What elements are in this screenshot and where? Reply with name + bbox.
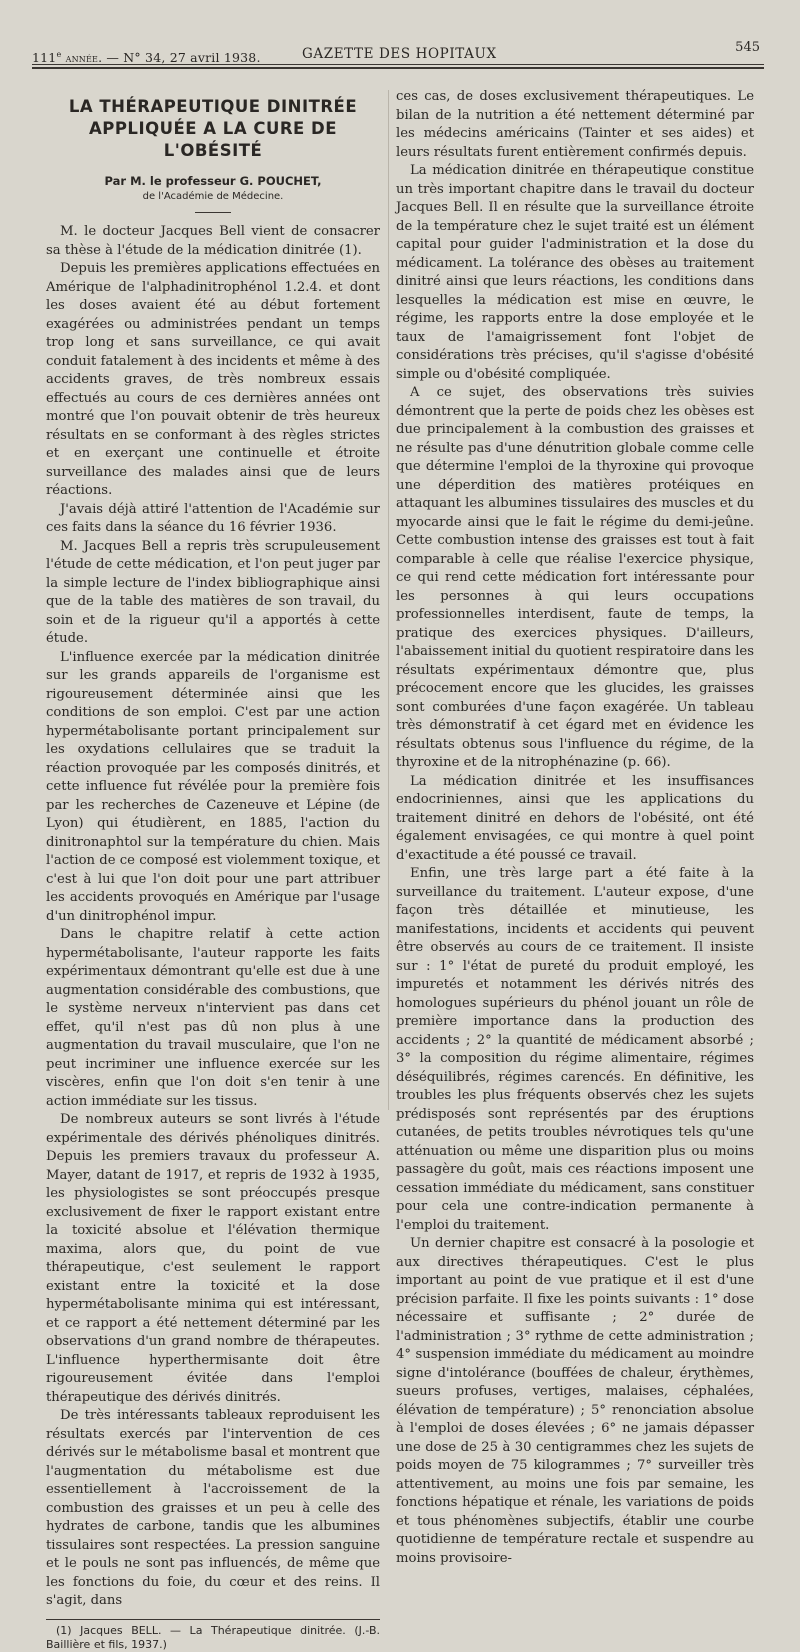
paragraph: A ce sujet, des observations très suivies démontrent que la perte de poids chez les obèses est due principalement à la combustion des graisses et ne résulte pas d'une dénutrition globale comme celle que détermine l'emploi de la thyroxine qui provoque une déperdition des matières protéiques en attaquant les albumines tissulaires des muscles et du myocarde ainsi que le fait le régime du demi-jeûne. Cette combustion intense des graisses est tout à fait comparable à celle que réalise l'exercice physique, ce qui rend cette médication fort intéressante pour les personnes à qui leurs occupations professionnelles interdisent, faute de temps, la pratique des exercices physiques. D'ailleurs, l'abaissement initial du quotient respiratoire dans les résultats expérimentaux démontre que, plus précocement encore que les glucides, les graisses sont comburées d'une façon exagérée. Un tableau très démonstratif à cet égard met en évidence les résultats obtenus sous l'influence du régime, de la thyroxine et de la nitrophénazine (p. 66). <box>396 385 754 770</box>
header-rule-thick <box>32 67 764 69</box>
journal-title: GAZETTE DES HOPITAUX <box>302 46 497 62</box>
issue-word: année <box>65 52 99 66</box>
paragraph: ces cas, de doses exclusivement thérapeutiques. Le bilan de la nutrition a été nettement déterminé par les médecins américains (Tainter et ses aides) et leurs résultats furent entièrement confirmés depuis. <box>396 89 754 160</box>
issue-info <box>32 50 261 65</box>
left-column <box>46 88 380 1652</box>
paragraph: La médication dinitrée en thérapeutique constitue un très important chapitre dans le travail du docteur Jacques Bell. Il en résulte que la surveillance étroite de la température chez le sujet traité est un élément capital pour guider l'administration et la dose du médicament. La tolérance des obèses au traitement dinitré ainsi que leurs réactions, les conditions dans lesquelles la médication est mise en œuvre, le régime, les rapports entre la dose employée et le taux de l'amaigrissement font l'objet de considérations très précises, qu'il s'agisse d'obésité simple ou d'obésité compliquée. <box>396 163 754 382</box>
footnote: (1) Jacques BELL. — La Thérapeutique dinitrée. (J.-B. Baillière et fils, 1937.) <box>46 1623 380 1651</box>
paragraph: Enfin, une très large part a été faite à la surveillance du traitement. L'auteur expose, d'une façon très détaillée et minutieuse, les manifestations, incidents et accidents qui peuvent être observés au cours de ce traitement. Il insiste sur : 1° l'état de pureté du produit employé, les impuretés et notamment les dérivés nitrés des homologues supérieurs du phénol jouant un rôle de première importance dans la production des accidents ; 2° la quantité de médicament absorbé ; 3° la composition du régime alimentaire, régimes déséquilibrés, régimes carencés. En définitive, les troubles les plus fréquents observés chez les sujets prédisposés sont représentés par des éruptions cutanées, de petits troubles névrotiques tels qu'une atténuation ou même une disparition plus ou moins passagère du goût, mais ces réactions imposent une cessation immédiate du médicament, sans constituer pour cela une contre-indication permanente à l'emploi du traitement. <box>396 866 754 1233</box>
paragraph: De nombreux auteurs se sont livrés à l'étude expérimentale des dérivés phénoliques dinitrés. Depuis les premiers travaux du professeur A. Mayer, datant de 1917, et repris de 1932 à 1935, les physiologistes se sont préoccupés presque exclusivement de fixer le rapport existant entre la toxicité absolue et l'élévation thermique maxima, alors que, du point de vue thérapeutique, c'est seulement le rapport existant entre la toxicité et la dose hypermétabolisante minima qui est intéressant, et ce rapport a été nettement déterminé par les observations d'un grand nombre de thérapeutes. L'influence hyperthermisante doit être rigoureusement évitée dans l'emploi thérapeutique des dérivés dinitrés. <box>46 1112 380 1405</box>
paragraph: Dans le chapitre relatif à cette action hypermétabolisante, l'auteur rapporte les faits expérimentaux démontrant qu'elle est due à une augmentation considérable des combustions, que le système nerveux n'intervient pas dans cet effet, qu'il n'est pas dû non plus à une augmentation du travail musculaire, que l'on ne peut incriminer une influence exercée sur les viscères, enfin que l'on doit s'en tenir à une action immédiate sur les tissus. <box>46 927 380 1109</box>
paragraph: La médication dinitrée et les insuffisances endocriniennes, ainsi que les applications du traitement dinitré en dehors de l'obésité, ont été également envisagées, ce qui montre à quel point d'exactitude a été poussé ce travail. <box>396 773 754 863</box>
paragraph: J'avais déjà attiré l'attention de l'Académie sur ces faits dans la séance du 16 février 1936. <box>46 501 380 535</box>
article-title <box>46 96 380 162</box>
issue-year-suffix: e <box>56 50 62 59</box>
column-divider <box>388 90 389 1110</box>
paragraph: De très intéressants tableaux reproduisent les résultats exercés par l'intervention de ces dérivés sur le métabolisme basal et montrent que l'augmentation du métabolisme est due essentiellement à l'accroissement de la combustion des graisses et un peu à celle des hydrates de carbone, tandis que les albumines tissulaires sont respectées. La pression sanguine et le pouls ne sont pas influencés, de même que les fonctions du foie, du cœur et des reins. Il s'agit, dans <box>46 1408 380 1608</box>
article-title-line-2: APPLIQUÉE A LA CURE DE L'OBÉSITÉ <box>88 119 338 160</box>
title-separator <box>195 212 231 213</box>
author-affiliation: de l'Académie de Médecine. <box>142 191 284 202</box>
right-body <box>396 88 754 1568</box>
right-column <box>396 88 754 1568</box>
left-body <box>46 223 380 1611</box>
footnote-rule <box>46 1619 380 1620</box>
byline <box>46 174 380 204</box>
paragraph: M. Jacques Bell a repris très scrupuleusement l'étude de cette médication, et l'on peut juger par la simple lecture de l'index bibliographique ainsi que de la table des matières de son travail, du soin et de la rigueur qu'il a apportés à cette étude. <box>46 538 380 646</box>
paragraph: Depuis les premières applications effectuées en Amérique de l'alphadinitrophénol 1.2.4. et dont les doses avaient été au début fortement exagérées ou administrées pendant un temps trop long et sans surveillance, ce qui avait conduit fatalement à des incidents et même à des accidents graves, de très nombreux essais effectués au cours de ces dernières années ont montré que l'on pouvait obtenir de très heureux résultats en se conformant à des règles strictes et en exerçant une continuelle et étroite surveillance des malades ainsi que de leurs réactions. <box>46 261 380 498</box>
issue-year: 111 <box>32 50 57 66</box>
page-number: 545 <box>735 40 760 55</box>
author: Par M. le professeur G. POUCHET, <box>104 174 322 188</box>
paragraph: Un dernier chapitre est consacré à la posologie et aux directives thérapeutiques. C'est le plus important au point de vue pratique et il est d'une précision parfaite. Il fixe les points suivants : 1° dose nécessaire et suffisante ; 2° durée de l'administration ; 3° rythme de cette administration ; 4° suspension immédiate du médicament au moindre signe d'intolérance (bouffées de chaleur, érythèmes, sueurs profuses, vertiges, malaises, céphalées, élévation de température) ; 5° renonciation absolue à l'emploi de doses élevées ; 6° ne jamais dépasser une dose de 25 à 30 centigrammes chez les sujets de poids moyen de 75 kilogrammes ; 7° surveiller très attentivement, au moins une fois par semaine, les fonctions hépatique et rénale, les variations de poids et tous phénomènes subjectifs, établir une courbe quotidienne de température rectale et suspendre au moins provisoire- <box>396 1236 754 1566</box>
issue-date: . — N° 34, 27 avril 1938. <box>98 50 261 66</box>
article-title-line-1: LA THÉRAPEUTIQUE DINITRÉE <box>68 97 358 116</box>
paragraph: M. le docteur Jacques Bell vient de consacrer sa thèse à l'étude de la médication dinitrée (1). <box>46 224 380 258</box>
header-rule-thin <box>32 64 764 65</box>
paragraph: L'influence exercée par la médication dinitrée sur les grands appareils de l'organisme est rigoureusement déterminée ainsi que les conditions de son emploi. C'est par une action hypermétabolisante portant principalement sur les oxydations cellulaires que se traduit la réaction provoquée par les composés dinitrés, et cette influence fut révélée pour la première fois par les recherches de Cazeneuve et Lépine (de Lyon) qui étudièrent, en 1885, l'action du dinitronaphtol sur la température du chien. Mais l'action de ce composé est violemment toxique, et c'est à lui que l'on doit pour une part attribuer les accidents provoqués en Amérique par l'usage d'un dinitrophénol impur. <box>46 649 380 924</box>
